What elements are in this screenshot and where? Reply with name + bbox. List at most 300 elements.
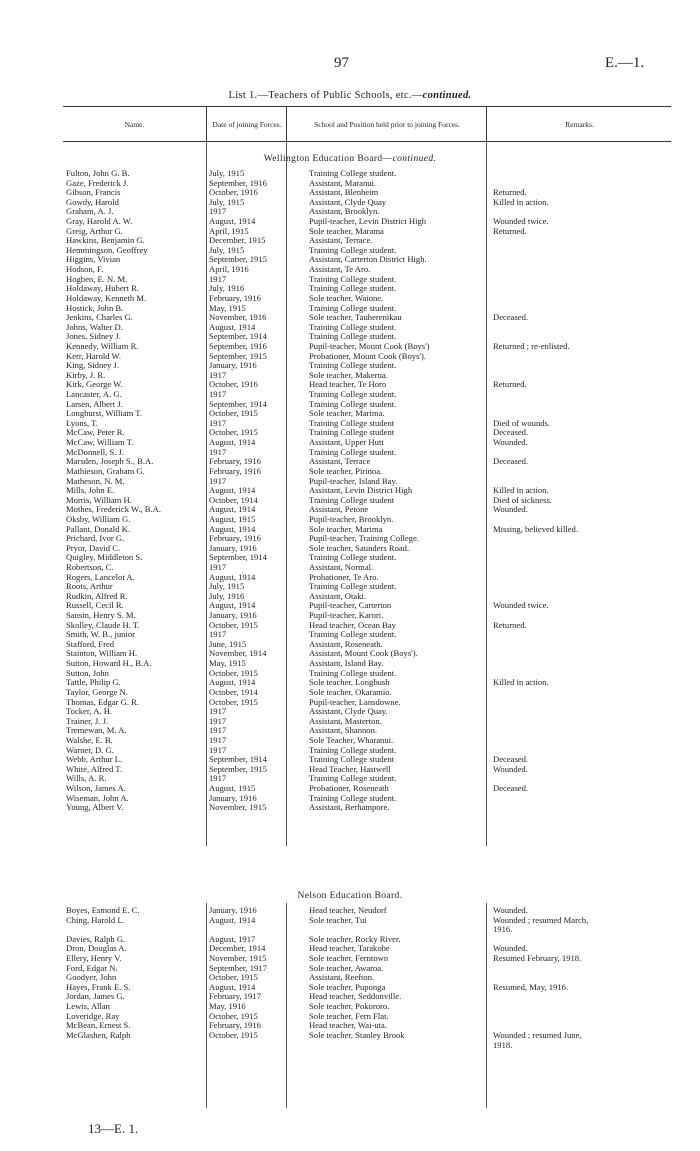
date-joined: 1917 xyxy=(209,476,227,486)
table-row xyxy=(63,323,671,333)
table-row xyxy=(63,640,671,650)
page-reference: E.—1. xyxy=(605,55,645,71)
teacher-name: Ford, Edgar N. xyxy=(66,963,118,973)
date-joined: August, 1914 xyxy=(209,322,256,332)
date-joined: October, 1915 xyxy=(209,973,258,983)
school-position: Assistant, Normal. xyxy=(309,562,374,572)
school-position: Head teacher, Ocean Bay xyxy=(309,620,396,630)
school-position: Training College student. xyxy=(309,303,397,313)
table-row xyxy=(63,371,671,381)
table-row xyxy=(63,265,671,275)
school-position: Head Teacher, Hastwell xyxy=(309,764,391,774)
date-joined: September, 1916 xyxy=(209,341,267,351)
table-row xyxy=(63,1012,671,1022)
date-joined: August, 1915 xyxy=(209,784,256,793)
table-row xyxy=(63,563,671,573)
teacher-name: Tocker, A. H. xyxy=(66,707,113,717)
date-joined: October, 1915 xyxy=(209,697,258,707)
table-row xyxy=(63,477,671,487)
table-row xyxy=(63,467,671,477)
teacher-name: Hogben, E. N. M. xyxy=(66,274,128,284)
teacher-name: Holdaway, Kenneth M. xyxy=(66,293,147,303)
teacher-name: McDonnell, S. J. xyxy=(66,447,125,457)
school-position: Training College student. xyxy=(309,745,397,755)
teacher-name: Hodson, F. xyxy=(66,265,104,275)
school-position: Assistant, Terrace xyxy=(309,457,371,467)
date-joined: July, 1915 xyxy=(209,197,245,207)
table-row xyxy=(63,573,671,583)
date-joined: 1917 xyxy=(209,447,227,457)
teacher-name: Rudkin, Alfred R. xyxy=(66,591,128,601)
school-position: Assistant, Roseneath. xyxy=(309,639,383,649)
teacher-name: Holdaway, Hubert R. xyxy=(66,284,139,294)
date-joined: September, 1915 xyxy=(209,764,267,774)
school-position: Pupil-teacher, Carterton xyxy=(309,601,392,611)
remarks: Wounded. xyxy=(493,906,528,915)
date-joined: 1917 xyxy=(209,418,227,428)
teacher-name: Johns, Walter D. xyxy=(66,322,123,332)
date-joined: February, 1916 xyxy=(209,457,261,467)
date-joined: 1917 xyxy=(209,774,227,784)
table-row xyxy=(63,169,671,179)
school-position: Training College student xyxy=(309,428,395,438)
column-header-remarks: Remarks. xyxy=(486,107,672,141)
table-row xyxy=(63,275,671,285)
remarks: Wounded. xyxy=(493,944,528,954)
date-joined: August, 1914 xyxy=(209,678,256,688)
teacher-name: Hostick, John B. xyxy=(66,303,124,313)
school-position: Sole teacher, Fern Flat. xyxy=(309,1011,389,1021)
teacher-name: Russell, Cecil R. xyxy=(66,601,124,611)
remarks: Deceased. xyxy=(493,457,529,467)
date-joined: October, 1916 xyxy=(209,188,258,198)
teacher-name: Rogers, Lancelot A. xyxy=(66,572,135,582)
school-position: Assistant, Mount Cook (Boys'). xyxy=(309,649,418,659)
school-position: Assistant, Clyde Quay. xyxy=(309,707,388,717)
table-row xyxy=(63,698,671,708)
table-row xyxy=(63,954,671,964)
table-row xyxy=(63,332,671,342)
date-joined: June, 1915 xyxy=(209,639,247,649)
teacher-name: Gowdy, Harold xyxy=(66,197,119,207)
school-position: Sole teacher, Okaramio. xyxy=(309,687,392,697)
school-position: Probationer, Mount Cook (Boys'). xyxy=(309,351,426,361)
date-joined: August, 1915 xyxy=(209,514,256,524)
date-joined: October, 1915 xyxy=(209,1011,258,1021)
school-position: Head teacher, Tarakohe xyxy=(309,944,390,954)
table-row xyxy=(63,246,671,256)
school-position: Training College student. xyxy=(309,447,397,457)
remarks: Died of sickness. xyxy=(493,495,552,505)
date-joined: January, 1916 xyxy=(209,793,257,803)
remarks: Deceased. xyxy=(493,313,529,323)
table-row xyxy=(63,217,671,227)
school-position: Sole teacher, Marima xyxy=(309,524,383,534)
school-position: Pupil-teacher, Karori. xyxy=(309,611,384,621)
teacher-name: Gaze, Frederick J. xyxy=(66,178,129,188)
table-row xyxy=(63,400,671,410)
table-row xyxy=(63,649,671,659)
teacher-name: Lyons, T. xyxy=(66,418,98,428)
teacher-name: Higgins, Vivian xyxy=(66,255,121,265)
date-joined: September, 1914 xyxy=(209,399,267,409)
table-row xyxy=(63,935,671,945)
table-row xyxy=(63,992,671,1002)
column-header-date: Date of joining Forces. xyxy=(206,107,287,141)
table-row xyxy=(63,678,671,688)
table-row xyxy=(63,774,671,784)
teacher-name: Hayes, Frank E. S. xyxy=(66,982,131,992)
table-row xyxy=(63,621,671,631)
table-row xyxy=(63,1021,671,1031)
remarks: Killed in action. xyxy=(493,678,549,688)
table-row xyxy=(63,294,671,304)
teacher-name: Boyes, Esmond E. C. xyxy=(66,906,140,915)
table-row xyxy=(63,198,671,208)
school-position: Training College student. xyxy=(309,399,397,409)
table-row xyxy=(63,726,671,736)
teacher-name: Smith, W. B., junior xyxy=(66,630,136,640)
school-position: Assistant, Blenheim xyxy=(309,188,379,198)
date-joined: September, 1915 xyxy=(209,351,267,361)
school-position: Assistant, Reefton. xyxy=(309,973,375,983)
date-joined: September, 1914 xyxy=(209,755,267,765)
school-position: Sole teacher, Pokororo. xyxy=(309,1002,390,1012)
teacher-name: Wilson, James A. xyxy=(66,784,126,793)
teacher-name: Kennedy, William R. xyxy=(66,341,139,351)
school-position: Sole teacher, Puponga xyxy=(309,982,386,992)
date-joined: 1917 xyxy=(209,390,227,400)
remarks: Returned ; re-enlisted. xyxy=(493,341,570,351)
list-title xyxy=(0,90,700,101)
table-row xyxy=(63,361,671,371)
school-position: Training College student. xyxy=(309,284,397,294)
table-row xyxy=(63,236,671,246)
school-position: Sole teacher, Tui xyxy=(309,915,367,925)
date-joined: November, 1914 xyxy=(209,649,267,659)
teacher-name: Goodyer, John xyxy=(66,973,117,983)
date-joined: 1917 xyxy=(209,707,227,717)
date-joined: September, 1914 xyxy=(209,332,267,342)
school-position: Pupil-teacher, Training College. xyxy=(309,534,419,544)
school-position: Training College student. xyxy=(309,361,397,371)
date-joined: January, 1916 xyxy=(209,906,257,915)
teacher-name: McCaw, Peter R. xyxy=(66,428,125,438)
date-joined: February, 1916 xyxy=(209,466,261,476)
date-joined: December, 1914 xyxy=(209,944,266,954)
teacher-name: McGlashen, Ralph xyxy=(66,1030,131,1040)
table-row xyxy=(63,755,671,765)
teacher-name: Gray, Harold A. W. xyxy=(66,217,133,227)
school-position: Assistant, Te Aro. xyxy=(309,265,371,275)
date-joined: August, 1914 xyxy=(209,486,256,496)
teacher-name: McBean, Ernest S. xyxy=(66,1021,131,1031)
remarks: Resumed, May, 1916. xyxy=(493,982,569,992)
teacher-name: Matheson, N. M. xyxy=(66,476,125,486)
school-position: Training College student. xyxy=(309,668,397,678)
teacher-name: Ching, Harold L. xyxy=(66,915,125,925)
table-row xyxy=(63,352,671,362)
school-position: Sole teacher, Makerua. xyxy=(309,370,388,380)
school-position: Sole teacher, Pirinoa. xyxy=(309,466,383,476)
date-joined: September, 1917 xyxy=(209,963,267,973)
table-row xyxy=(63,659,671,669)
school-position: Pupil-teacher, Island Bay. xyxy=(309,476,398,486)
remarks: 1916. xyxy=(493,925,513,935)
school-position: Assistant, Clyde Quay xyxy=(309,197,387,207)
date-joined: 1917 xyxy=(209,716,227,726)
school-position: Pupil-teacher, Lansdowne. xyxy=(309,697,401,707)
table-row xyxy=(63,1041,671,1051)
remarks: Returned. xyxy=(493,380,527,390)
date-joined: January, 1916 xyxy=(209,611,257,621)
school-position: Training College student. xyxy=(309,630,397,640)
school-position: Assistant, Carterton District High. xyxy=(309,255,427,265)
teacher-name: Pryor, David C. xyxy=(66,543,121,553)
teacher-name: Young, Albert V. xyxy=(66,803,124,813)
date-joined: November, 1915 xyxy=(209,954,267,964)
teacher-name: Webb, Arthur L. xyxy=(66,755,123,765)
school-position: Sole teacher, Rocky River. xyxy=(309,934,401,944)
school-position: Assistant, Berhampore. xyxy=(309,803,390,813)
table-row xyxy=(63,457,671,467)
date-joined: July, 1915 xyxy=(209,245,245,255)
teacher-name: Jordan, James G. xyxy=(66,992,125,1002)
date-joined: July, 1916 xyxy=(209,591,245,601)
table-row xyxy=(63,342,671,352)
date-joined: February, 1916 xyxy=(209,293,261,303)
teacher-name: Lewis, Allan xyxy=(66,1002,110,1012)
date-joined: January, 1916 xyxy=(209,543,257,553)
table-row xyxy=(63,428,671,438)
remarks: Wounded twice. xyxy=(493,601,549,611)
date-joined: 1917 xyxy=(209,562,227,572)
table-row xyxy=(63,688,671,698)
school-position: Sole teacher, Tauherenikau xyxy=(309,313,402,323)
remarks: Died of wounds. xyxy=(493,418,551,428)
table-row xyxy=(63,784,671,794)
school-position: Training College student. xyxy=(309,582,397,592)
school-position: Sole teacher, Waione. xyxy=(309,293,384,303)
school-position: Sole teacher, Marama xyxy=(309,226,384,236)
table-header xyxy=(63,106,671,142)
school-position: Head teacher, Te Horo xyxy=(309,380,387,390)
table-row xyxy=(63,601,671,611)
table-row xyxy=(63,534,671,544)
teacher-name: Sansin, Henry S. M. xyxy=(66,611,136,621)
nelson-rows xyxy=(63,906,671,1050)
date-joined: April, 1915 xyxy=(209,226,249,236)
table-row xyxy=(63,448,671,458)
table-row xyxy=(63,188,671,198)
date-joined: July, 1915 xyxy=(209,169,245,178)
teacher-name: Hawkins, Benjamin G. xyxy=(66,236,145,246)
table-row xyxy=(63,717,671,727)
school-position: Assistant, Terrace. xyxy=(309,236,373,246)
remarks: Wounded twice. xyxy=(493,217,549,227)
teacher-name: Robertson, C. xyxy=(66,562,114,572)
school-position: Pupil-teacher, Levin District High xyxy=(309,217,427,227)
date-joined: November, 1916 xyxy=(209,313,267,323)
teacher-name: Greig, Arthur G. xyxy=(66,226,123,236)
school-position: Assistant, Upper Hutt xyxy=(309,438,384,448)
table-row xyxy=(63,255,671,265)
date-joined: July, 1915 xyxy=(209,582,245,592)
table-row xyxy=(63,582,671,592)
table-row xyxy=(63,925,671,935)
teacher-name: Stafford, Fred xyxy=(66,639,115,649)
teacher-name: Jenkins, Charles G. xyxy=(66,313,133,323)
remarks: Deceased. xyxy=(493,755,529,765)
table-row xyxy=(63,746,671,756)
school-position: Sole teacher, Awaroa. xyxy=(309,963,384,973)
teacher-name: Larsen, Albert J. xyxy=(66,399,123,409)
date-joined: 1917 xyxy=(209,274,227,284)
remarks: Deceased. xyxy=(493,428,529,438)
date-joined: October, 1914 xyxy=(209,687,258,697)
teacher-name: Fulton, John G. B. xyxy=(66,169,130,178)
table-row xyxy=(63,419,671,429)
school-position: Probationer, Roseneath xyxy=(309,784,389,793)
table-row xyxy=(63,916,671,926)
table-row xyxy=(63,515,671,525)
school-position: Training College student. xyxy=(309,774,397,784)
teacher-name: Morris, William H. xyxy=(66,495,132,505)
date-joined: 1917 xyxy=(209,726,227,736)
date-joined: 1917 xyxy=(209,370,227,380)
school-position: Training College student. xyxy=(309,553,397,563)
section-title-nelson: Nelson Education Board. xyxy=(297,891,403,901)
date-joined: 1917 xyxy=(209,630,227,640)
school-position: Training College student xyxy=(309,418,395,428)
teacher-name: Trainer, J. J. xyxy=(66,716,109,726)
teacher-name: Stainton, William H. xyxy=(66,649,138,659)
date-joined: August, 1914 xyxy=(209,505,256,515)
table-row xyxy=(63,765,671,775)
date-joined: October, 1915 xyxy=(209,1030,258,1040)
remarks: 1918. xyxy=(493,1040,513,1050)
teacher-name: Tremewan, M. A. xyxy=(66,726,127,736)
date-joined: July, 1916 xyxy=(209,284,245,294)
date-joined: May, 1915 xyxy=(209,303,246,313)
teacher-name: Taylor, George N. xyxy=(66,687,128,697)
date-joined: 1917 xyxy=(209,735,227,745)
teacher-name: Wills, A. R. xyxy=(66,774,107,784)
date-joined: August, 1914 xyxy=(209,217,256,227)
teacher-name: Gibson, Francis xyxy=(66,188,121,198)
date-joined: October, 1915 xyxy=(209,428,258,438)
remarks: Returned. xyxy=(493,620,527,630)
table-row xyxy=(63,803,671,813)
teacher-name: Mills, John E. xyxy=(66,486,115,496)
date-joined: August, 1914 xyxy=(209,524,256,534)
section-title-wellington xyxy=(0,154,700,164)
remarks: Wounded. xyxy=(493,438,528,448)
teacher-name: Jones, Sidney J. xyxy=(66,332,121,342)
school-position: Head teacher, Seddonville. xyxy=(309,992,402,1002)
remarks: Returned. xyxy=(493,226,527,236)
school-position: Assistant, Brooklyn. xyxy=(309,207,380,217)
school-position: Training College student. xyxy=(309,390,397,400)
table-row xyxy=(63,409,671,419)
teacher-name: Marsden, Joseph S., B.A. xyxy=(66,457,154,467)
wellington-rows xyxy=(63,169,671,813)
table-row xyxy=(63,390,671,400)
teacher-name: Davies, Ralph G. xyxy=(66,934,126,944)
table-row xyxy=(63,486,671,496)
teacher-name: Prichard, Ivor G. xyxy=(66,534,125,544)
remarks: Wounded ; resumed June, xyxy=(493,1030,582,1040)
teacher-name: White, Alfred T. xyxy=(66,764,123,774)
teacher-name: Quigley, Middleton S. xyxy=(66,553,143,563)
date-joined: January, 1916 xyxy=(209,361,257,371)
table-row xyxy=(63,611,671,621)
column-header-name: Name. xyxy=(124,119,145,129)
teacher-name: Kirby, J. R. xyxy=(66,370,106,380)
teacher-name: Thomas, Edgar G. R. xyxy=(66,697,140,707)
table-row xyxy=(63,284,671,294)
teacher-name: King, Sidney J. xyxy=(66,361,119,371)
teacher-name: McCaw, William T. xyxy=(66,438,134,448)
date-joined: April, 1916 xyxy=(209,265,249,275)
date-joined: October, 1916 xyxy=(209,380,258,390)
remarks: Returned. xyxy=(493,188,527,198)
date-joined: November, 1915 xyxy=(209,803,267,813)
teacher-name: Pallant, Donald K. xyxy=(66,524,130,534)
teacher-name: Ellery, Henry V. xyxy=(66,954,122,964)
table-row xyxy=(63,736,671,746)
table-row xyxy=(63,794,671,804)
table-row xyxy=(63,707,671,717)
date-joined: August, 1917 xyxy=(209,934,256,944)
school-position: Assistant, Maranui. xyxy=(309,178,377,188)
remarks: Resumed February, 1918. xyxy=(493,954,582,964)
school-position: Training College student. xyxy=(309,793,397,803)
section-title-text: Wellington Education Board— xyxy=(263,154,393,164)
column-header-school: School and Position held prior to joining Forces. xyxy=(286,107,487,141)
school-position: Sole teacher, Longbush xyxy=(309,678,390,688)
remarks: Wounded ; resumed March, xyxy=(493,915,589,925)
teacher-name: Kerr, Harold W. xyxy=(66,351,122,361)
table-row xyxy=(63,630,671,640)
school-position: Probationer, Te Aro. xyxy=(309,572,379,582)
table-row xyxy=(63,525,671,535)
table-row xyxy=(63,207,671,217)
teacher-name: Mathieson, Graham G. xyxy=(66,466,145,476)
teacher-name: Roots, Arthur xyxy=(66,582,113,592)
table-row xyxy=(63,438,671,448)
teacher-name: Warner, D. G. xyxy=(66,745,114,755)
teacher-name: Lancaster, A. G. xyxy=(66,390,122,400)
school-position: Assistant, Island Bay. xyxy=(309,659,384,669)
table-row xyxy=(63,227,671,237)
teacher-name: Hemmingson, Geoffrey xyxy=(66,245,148,255)
school-position: Pupil-teacher, Brooklyn. xyxy=(309,514,394,524)
table-row xyxy=(63,496,671,506)
date-joined: 1917 xyxy=(209,207,227,217)
date-joined: February, 1917 xyxy=(209,992,261,1002)
date-joined: September, 1914 xyxy=(209,553,267,563)
remarks: Wounded. xyxy=(493,505,528,515)
teacher-name: Sutton, John xyxy=(66,668,109,678)
school-position: Pupil-teacher, Mount Cook (Boys') xyxy=(309,341,430,351)
date-joined: February, 1916 xyxy=(209,534,261,544)
school-position: Training College student xyxy=(309,755,395,765)
teacher-name: Dron, Douglas A. xyxy=(66,944,127,954)
school-position: Training College student. xyxy=(309,245,397,255)
table-row xyxy=(63,964,671,974)
school-position: Head teacher, Wai-uta. xyxy=(309,1021,388,1031)
